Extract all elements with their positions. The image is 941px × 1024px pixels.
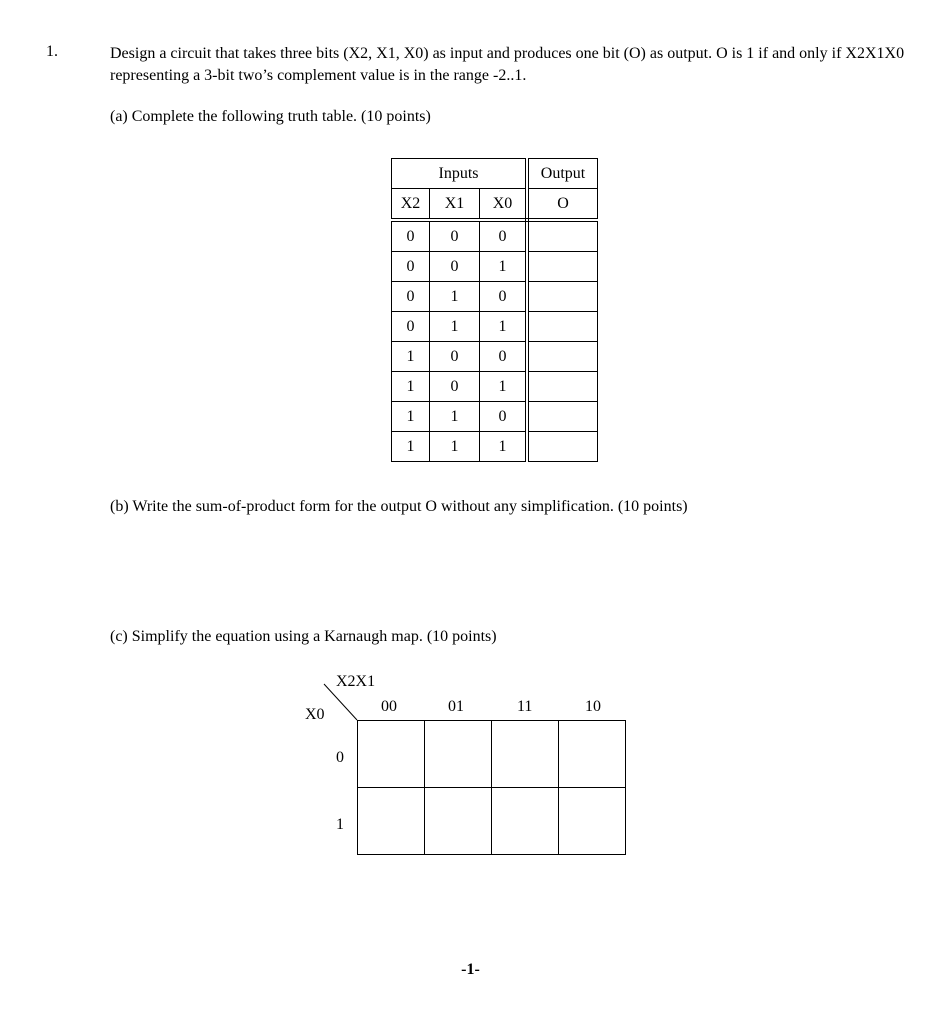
kmap-corner-diagonal xyxy=(322,682,362,724)
page-number: -1- xyxy=(461,961,480,978)
cell-output[interactable] xyxy=(527,312,598,342)
header-x2: X2 xyxy=(392,189,430,221)
table-row xyxy=(392,312,598,342)
header-o: O xyxy=(527,189,598,221)
cell-x0: 0 xyxy=(480,342,528,372)
kmap-cell[interactable] xyxy=(425,788,492,855)
cell-x0: 0 xyxy=(480,282,528,312)
cell-x2: 1 xyxy=(392,402,430,432)
kmap-cell[interactable] xyxy=(358,721,425,788)
cell-output[interactable] xyxy=(527,220,598,252)
part-b-prompt: (b) Write the sum-of-product form for the output O without any simplification. (10 points) xyxy=(110,498,688,515)
cell-x2: 0 xyxy=(392,252,430,282)
question-text: Design a circuit that takes three bits (X2, X1, X0) as input and produces one bit (O) as output. O is 1 if and only if X2X1X0 representing a 3-bit two’s complement value is in the range -2..1. xyxy=(110,45,905,84)
cell-output[interactable] xyxy=(527,372,598,402)
cell-x0: 1 xyxy=(480,252,528,282)
part-a-prompt: (a) Complete the following truth table. (10 points) xyxy=(110,108,431,125)
cell-x0: 0 xyxy=(480,402,528,432)
cell-x1: 1 xyxy=(430,432,480,462)
header-x1: X1 xyxy=(430,189,480,221)
table-row xyxy=(392,252,598,282)
inputs-group-header: Inputs xyxy=(392,159,528,189)
kmap-col-label: 01 xyxy=(448,698,464,715)
cell-output[interactable] xyxy=(527,432,598,462)
cell-x2: 1 xyxy=(392,372,430,402)
question-number: 1. xyxy=(46,43,58,60)
cell-x1: 1 xyxy=(430,282,480,312)
kmap-row-variable: X0 xyxy=(305,706,325,723)
cell-x0: 1 xyxy=(480,312,528,342)
cell-x1: 0 xyxy=(430,372,480,402)
cell-x2: 0 xyxy=(392,282,430,312)
cell-x1: 0 xyxy=(430,252,480,282)
cell-x2: 0 xyxy=(392,312,430,342)
kmap-cell[interactable] xyxy=(492,788,559,855)
cell-x0: 1 xyxy=(480,372,528,402)
kmap-col-label: 11 xyxy=(517,698,533,715)
cell-output[interactable] xyxy=(527,402,598,432)
truth-table xyxy=(391,158,598,462)
cell-x0: 1 xyxy=(480,432,528,462)
kmap-cell[interactable] xyxy=(559,721,626,788)
cell-x2: 1 xyxy=(392,432,430,462)
kmap-col-label: 00 xyxy=(381,698,397,715)
table-row xyxy=(392,372,598,402)
part-c-prompt: (c) Simplify the equation using a Karnaugh map. (10 points) xyxy=(110,628,497,645)
header-x0: X0 xyxy=(480,189,528,221)
cell-x1: 0 xyxy=(430,342,480,372)
kmap-cell[interactable] xyxy=(358,788,425,855)
cell-x2: 0 xyxy=(392,220,430,252)
karnaugh-map-grid xyxy=(357,720,626,855)
cell-output[interactable] xyxy=(527,252,598,282)
kmap-row-label: 0 xyxy=(336,749,344,766)
kmap-col-label: 10 xyxy=(585,698,601,715)
cell-output[interactable] xyxy=(527,282,598,312)
table-row xyxy=(392,342,598,372)
cell-x0: 0 xyxy=(480,220,528,252)
cell-x1: 0 xyxy=(430,220,480,252)
kmap-column-variable: X2X1 xyxy=(336,673,376,690)
table-row xyxy=(392,432,598,462)
cell-output[interactable] xyxy=(527,342,598,372)
cell-x2: 1 xyxy=(392,342,430,372)
kmap-cell[interactable] xyxy=(425,721,492,788)
kmap-cell[interactable] xyxy=(559,788,626,855)
table-row xyxy=(392,282,598,312)
table-row xyxy=(392,402,598,432)
cell-x1: 1 xyxy=(430,312,480,342)
kmap-row-label: 1 xyxy=(336,816,344,833)
output-group-header: Output xyxy=(527,159,598,189)
kmap-cell[interactable] xyxy=(492,721,559,788)
table-row xyxy=(392,220,598,252)
cell-x1: 1 xyxy=(430,402,480,432)
